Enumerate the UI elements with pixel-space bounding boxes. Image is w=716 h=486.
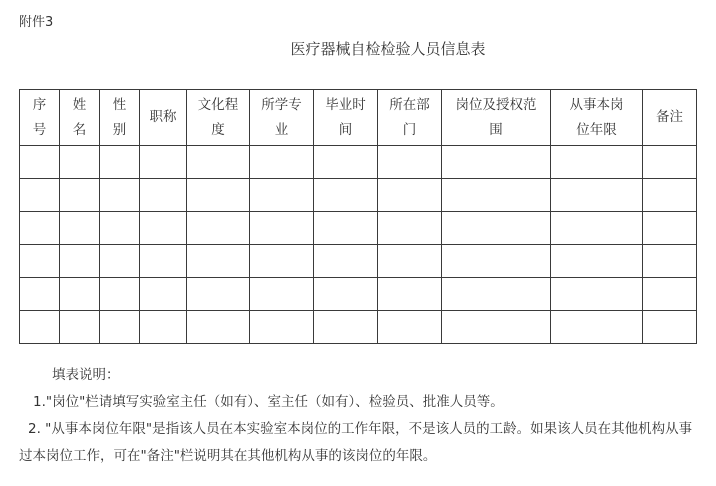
table-cell [250,146,314,179]
table-cell [140,278,187,311]
table-cell [551,179,643,212]
table-cell [20,179,60,212]
table-cell [187,179,250,212]
table-cell [60,278,100,311]
filling-instructions [19,362,696,470]
table-row [20,179,697,212]
table-cell [442,245,551,278]
table-cell [250,311,314,344]
header-cell [643,90,697,146]
personnel-info-table [19,89,697,344]
table-cell [100,311,140,344]
header-cell [187,90,250,146]
table-cell [643,146,697,179]
table-cell [187,278,250,311]
header-cell [140,90,187,146]
table-cell [250,278,314,311]
table-cell [60,179,100,212]
table-row [20,245,697,278]
table-cell [187,245,250,278]
table-cell [20,245,60,278]
table-cell [643,179,697,212]
table-cell [314,311,378,344]
header-graduation-time: 毕业时间 [325,96,366,138]
table-cell [378,179,442,212]
table-cell [643,278,697,311]
attachment-label: 附件3 [19,15,54,30]
table-row [20,212,697,245]
table-cell [100,212,140,245]
table-cell [60,212,100,245]
header-serial-number: 序号 [32,96,47,138]
table-cell [250,245,314,278]
table-cell [140,146,187,179]
header-years-in-position: 从事本岗位年限 [569,96,624,138]
table-cell [378,278,442,311]
table-cell [314,278,378,311]
table-cell [140,245,187,278]
table-cell [20,146,60,179]
table-cell [250,179,314,212]
table-cell [20,278,60,311]
table-cell [20,212,60,245]
table-cell [314,245,378,278]
header-cell [60,90,100,146]
table-cell [140,212,187,245]
header-cell [442,90,551,146]
table-cell [100,245,140,278]
header-title: 职称 [149,109,177,125]
table-cell [378,245,442,278]
header-cell [100,90,140,146]
table-cell [551,311,643,344]
header-name: 姓名 [72,96,87,138]
table-cell [551,278,643,311]
table-cell [140,311,187,344]
header-cell [378,90,442,146]
table-cell [140,179,187,212]
table-cell [378,311,442,344]
table-cell [314,179,378,212]
table-header-row [20,90,697,146]
table-cell [60,146,100,179]
table-cell [314,212,378,245]
table-cell [187,146,250,179]
table-row [20,146,697,179]
instruction-item-2: 2. "从事本岗位年限"是指该人员在本实验室本岗位的工作年限，不是该人员的工龄。如果该人员在其他机构从事过本岗位工作，可在"备注"栏说明其在其他机构从事的该岗位的年限。 [19,421,693,464]
header-cell [20,90,60,146]
header-gender: 性别 [112,96,127,138]
table-cell [551,146,643,179]
instruction-item-1: 1."岗位"栏请填写实验室主任（如有）、室主任（如有）、检验员、批准人员等。 [33,394,504,410]
table-row [20,311,697,344]
table-cell [442,146,551,179]
table-cell [314,146,378,179]
table-cell [100,179,140,212]
header-cell [250,90,314,146]
table-cell [187,212,250,245]
header-cell [551,90,643,146]
table-cell [551,245,643,278]
table-cell [378,212,442,245]
table-cell [60,311,100,344]
header-major: 所学专业 [261,96,302,138]
table-cell [643,212,697,245]
document-title: 医疗器械自检检验人员信息表 [290,40,486,58]
table-cell [100,146,140,179]
table-row [20,278,697,311]
table-cell [100,278,140,311]
table-cell [551,212,643,245]
table-cell [442,278,551,311]
instructions-heading: 填表说明： [52,367,120,383]
table-cell [378,146,442,179]
table-cell [442,212,551,245]
table-cell [643,245,697,278]
header-cell [314,90,378,146]
table-cell [442,311,551,344]
table-cell [20,311,60,344]
table-cell [442,179,551,212]
header-education: 文化程度 [197,96,239,138]
header-remarks: 备注 [656,109,683,125]
table-cell [643,311,697,344]
table-cell [60,245,100,278]
header-position-scope: 岗位及授权范围 [455,96,537,138]
table-cell [250,212,314,245]
table-cell [187,311,250,344]
header-department: 所在部门 [389,96,430,138]
